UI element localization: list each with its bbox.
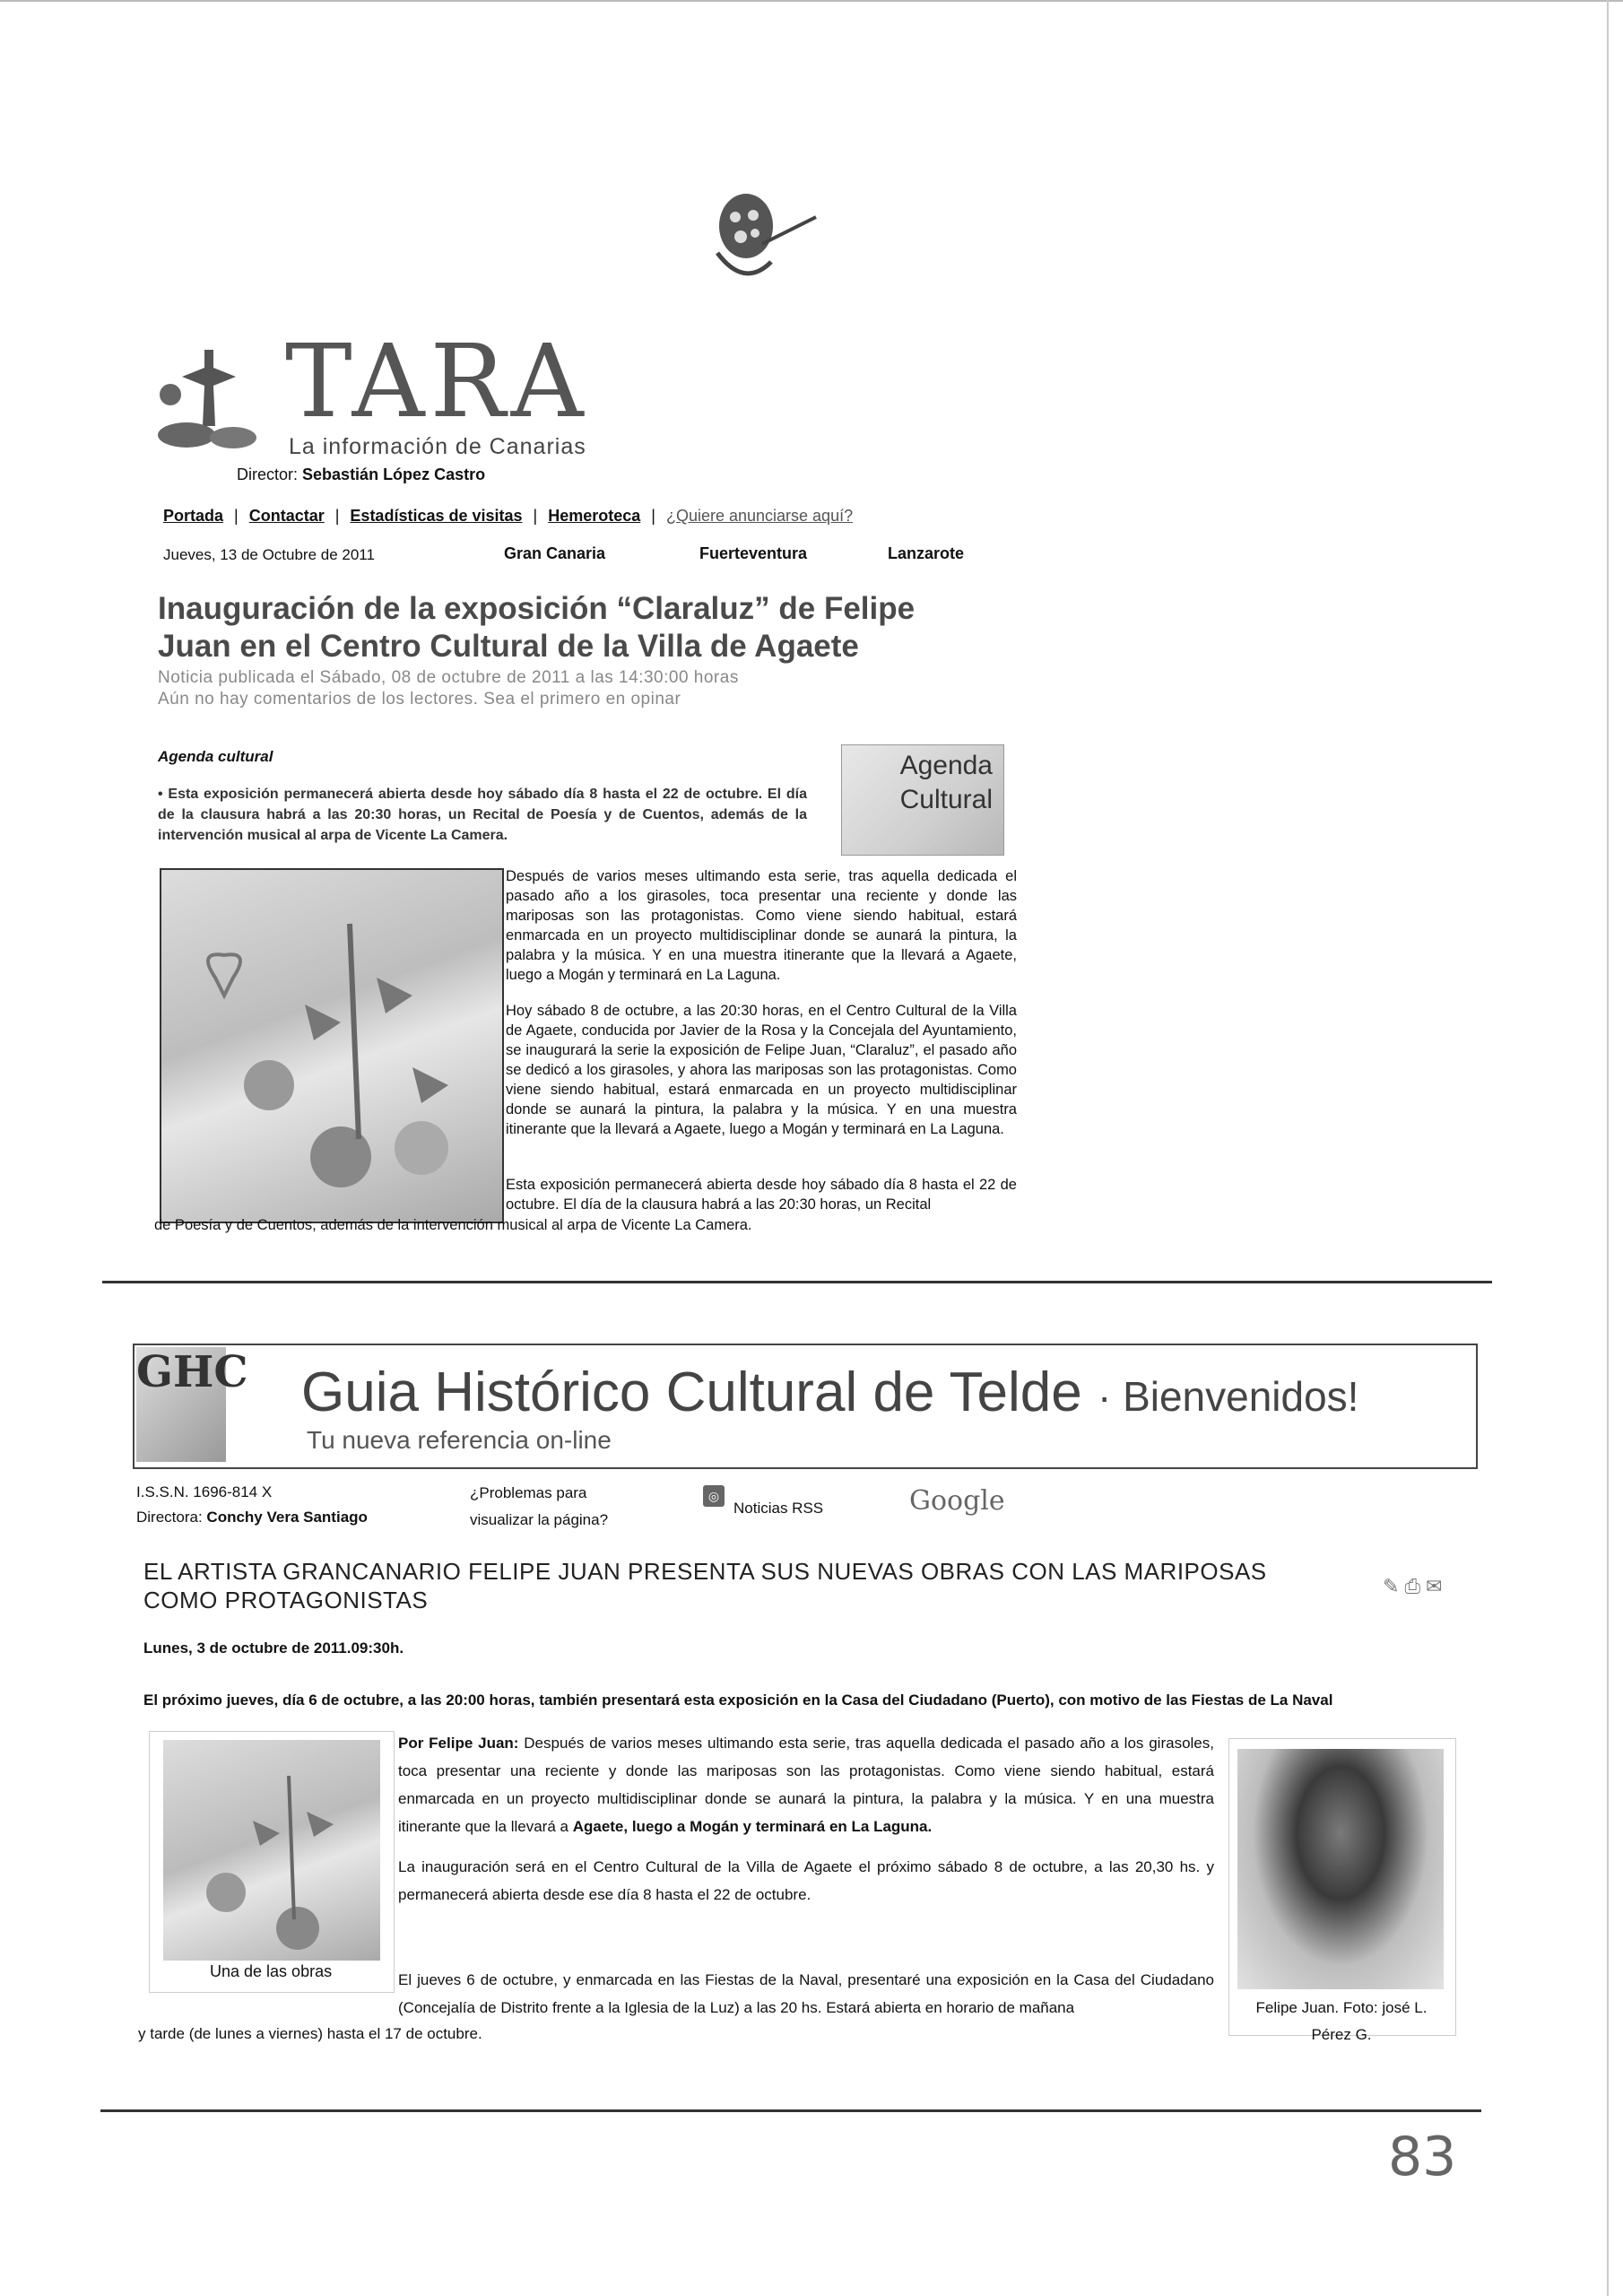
problems-line2: visualizar la página? — [470, 1511, 609, 1528]
nav-contactar-link[interactable]: Contactar — [248, 507, 325, 525]
ghc-headline: EL ARTISTA GRANCANARIO FELIPE JUAN PRESENTA SUS NUEVAS OBRAS CON LAS MARIPOSAS COMO PROTAGONISTAS — [143, 1558, 1267, 1613]
tara-tagline: La información de Canarias — [289, 434, 586, 459]
agenda-banner-line1: Agenda — [899, 751, 993, 780]
artwork-photo-small — [163, 1740, 380, 1961]
ghc-problems-link[interactable] — [470, 1480, 608, 1534]
tara-brand-title: TARA — [285, 324, 589, 440]
artwork-illustration-icon — [161, 870, 502, 1222]
director-label: Director: — [237, 465, 299, 483]
tara-nav-bar — [163, 507, 853, 526]
tara-director — [237, 465, 485, 484]
nav-separator: | — [533, 507, 538, 525]
nav-portada-link[interactable]: Portada — [163, 507, 224, 525]
bottom-divider — [100, 2109, 1481, 2112]
island-link-gran-canaria[interactable]: Gran Canaria — [504, 544, 606, 562]
ghc-body-3-tail: y tarde (de lunes a viernes) hasta el 17 de octubre. — [138, 2025, 482, 2042]
rss-icon[interactable]: ◎ — [703, 1485, 725, 1507]
page-top-edge — [0, 0, 1623, 2]
article-title: Inauguración de la exposición “Claraluz” de Felipe Juan en el Centro Cultural de la Villa de Agaete — [158, 591, 916, 664]
nav-separator: | — [334, 507, 340, 525]
nav-separator: | — [651, 507, 655, 525]
ghc-lead: El próximo jueves, día 6 de octubre, a las 20:00 horas, también presentará esta exposición en la Casa del Ciudadano (Puerto), con motivo de las Fiestas de La Naval — [143, 1692, 1333, 1709]
ghc-body-1 — [398, 1729, 1214, 1840]
ghc-body-2: La inauguración será en el Centro Cultural de la Villa de Agaete el próximo sábado 8 de octubre, a las 20,30 hs. y permanecerá abierta desde ese día 8 hasta el 22 de octubre. — [398, 1858, 1214, 1903]
section-divider — [102, 1281, 1492, 1283]
page-right-edge — [1607, 0, 1609, 2296]
palette-logo-icon — [699, 190, 825, 298]
director-name: Sebastián López Castro — [302, 465, 486, 483]
ghc-issn: I.S.S.N. 1696-814 X — [136, 1483, 273, 1500]
artwork-small-illustration-icon — [163, 1740, 380, 1961]
article-comments-link[interactable]: Aún no hay comentarios de los lectores. Sea el primero en opinar — [158, 690, 681, 709]
island-link-lanzarote[interactable]: Lanzarote — [888, 544, 965, 562]
agenda-cultural-banner — [841, 744, 1004, 856]
ghc-title-text: Guia Histórico Cultural de Telde — [301, 1361, 1082, 1423]
directora-label: Directora: — [136, 1509, 203, 1526]
tara-date: Jueves, 13 de Octubre de 2011 — [163, 546, 375, 563]
article-lead: • Esta exposición permanecerá abierta desde hoy sábado día 8 hasta el 22 de octubre. El día de la clausura habrá a las 20:30 horas, un Recital de Poesía y de Cuentos, además de la intervención musical al arpa de Vicente La Camera. — [158, 787, 807, 843]
article-paragraph-3: Esta exposición permanecerá abierta desde hoy sábado día 8 hasta el 22 de octubre. El día de la clausura habrá a las 20:30 horas, un Recital — [506, 1177, 1017, 1213]
ghc-byline: Por Felipe Juan: — [398, 1735, 519, 1752]
ghc-title — [301, 1361, 1359, 1423]
agenda-banner-line2: Cultural — [899, 785, 993, 814]
article-meta — [158, 667, 739, 710]
email-icon[interactable]: ✉ — [1426, 1575, 1448, 1597]
ghc-logo-icon: GHC — [136, 1347, 226, 1462]
article-paragraph-3-tail: de Poesía y de Cuentos, además de la intervención musical al arpa de Vicente La Camera. — [154, 1217, 752, 1233]
directora-name: Conchy Vera Santiago — [206, 1509, 368, 1526]
artwork-photo — [160, 868, 504, 1223]
nav-hemeroteca-link[interactable]: Hemeroteca — [548, 507, 641, 525]
ghc-body-1-text: Después de varios meses ultimando esta serie, tras aquella dedicada el pasado año a los girasoles, toca presentar una reciente y donde las mariposas son las protagonistas. Como viene siendo habitual, estará enmarcada en un proyecto multidisciplinar donde se aunará la pintura, la palabra y la música. Y en una muestra itinerante que la llevará a — [398, 1735, 1214, 1835]
ghc-issn-block — [136, 1480, 368, 1530]
ghc-body-3: El jueves 6 de octubre, y enmarcada en las Fiestas de la Naval, presentaré una exposición en la Casa del Ciudadano (Concejalía de Distrito frente a la Iglesia de la Luz) a las 20 hs. Estará abierta en horario de mañana — [398, 1971, 1214, 2016]
island-link-fuerteventura[interactable]: Fuerteventura — [699, 544, 808, 562]
ghc-body-1-bold: Agaete, luego a Mogán y terminará en La Laguna. — [572, 1818, 933, 1835]
article-published: Noticia publicada el Sábado, 08 de octubre de 2011 a las 14:30:00 horas — [158, 668, 739, 687]
nav-separator: | — [234, 507, 239, 525]
page-number: 83 — [1388, 2126, 1457, 2188]
ghc-welcome: · Bienvenidos! — [1097, 1373, 1359, 1420]
google-logo[interactable]: Google — [909, 1485, 1005, 1517]
problems-line1: ¿Problemas para — [470, 1484, 587, 1501]
caption-portrait: Felipe Juan. Foto: josé L. Pérez G. — [1255, 1999, 1428, 2043]
article-paragraph-1: Después de varios meses ultimando esta serie, tras aquella dedicada el pasado año a los girasoles, toca presentar una reciente y donde las mariposas son las protagonistas. Como viene siendo habitual, estará enmarcada en un proyecto multidisciplinar donde se aunará la pintura, la palabra y la música. Y en una muestra itinerante que la llevará a Agaete, luego a Mogán y terminará en La Laguna. — [506, 868, 1017, 983]
ghc-subtitle: Tu nueva referencia on-line — [307, 1426, 612, 1454]
ghc-directora — [136, 1505, 368, 1530]
portrait-photo — [1237, 1749, 1444, 1989]
section-label: Agenda cultural — [158, 748, 273, 765]
ghc-date: Lunes, 3 de octubre de 2011.09:30h. — [143, 1639, 404, 1657]
nav-advertise-link[interactable]: ¿Quiere anunciarse aquí? — [665, 507, 854, 525]
print-icon[interactable]: ⎙ — [1404, 1575, 1427, 1597]
rss-link[interactable]: Noticias RSS — [733, 1500, 824, 1517]
nav-estadisticas-link[interactable]: Estadísticas de visitas — [350, 507, 523, 525]
tara-logo-icon — [151, 341, 267, 457]
pdf-icon[interactable]: ✎ — [1383, 1575, 1405, 1597]
article-paragraph-2: Hoy sábado 8 de octubre, a las 20:30 horas, en el Centro Cultural de la Villa de Agaete, conducida por Javier de la Rosa y la Concejala del Ayuntamiento, se inaugurará la serie la exposición de Felipe Juan, “Claraluz”, el pasado año se dedicó a los girasoles, y ahora las mariposas son las protagonistas. Como viene siendo habitual, estará enmarcada en un proyecto multidisciplinar donde se aunará la pintura, la palabra y la música. Y en una muestra itinerante que la llevará a Agaete, luego a Mogán y terminará en La Laguna. — [506, 1003, 1017, 1137]
share-icons[interactable] — [1383, 1575, 1447, 1598]
caption-artwork: Una de las obras — [210, 1962, 333, 1980]
